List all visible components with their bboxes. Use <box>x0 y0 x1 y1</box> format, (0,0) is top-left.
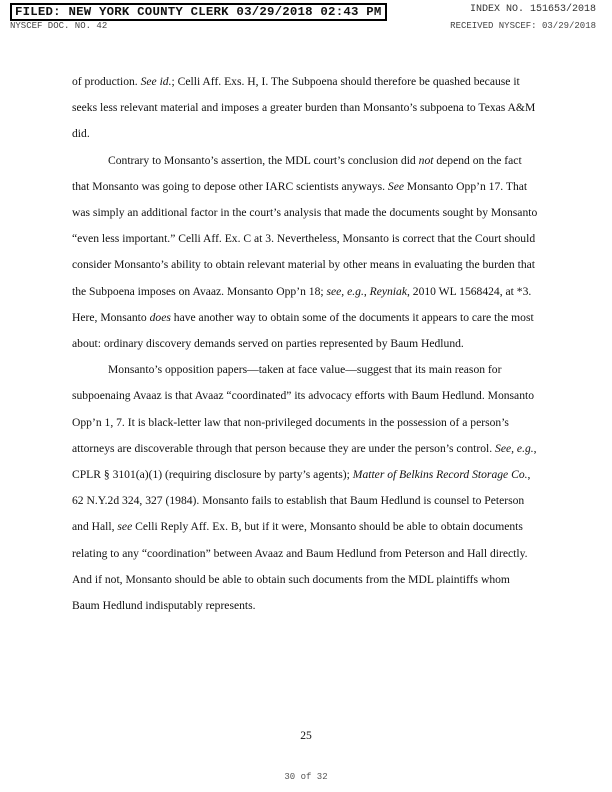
paragraph <box>72 148 540 358</box>
filed-stamp: FILED: NEW YORK COUNTY CLERK 03/29/2018 02:43 PM <box>10 3 387 21</box>
italic-text: does <box>149 310 171 324</box>
received-date: RECEIVED NYSCEF: 03/29/2018 <box>450 21 596 31</box>
index-number: INDEX NO. 151653/2018 <box>469 4 596 15</box>
page-number: 25 <box>300 729 312 742</box>
italic-text: See, e.g. <box>495 441 534 455</box>
text-run: have another way to obtain some of the documents it appears to care the most about: ordinary discovery demands served on parties represented by Baum Hedlund. <box>72 310 534 351</box>
italic-text: see <box>117 520 133 534</box>
text-run: , CPLR § 3101(a)(1) (requiring disclosure by party’s agents); <box>72 441 537 482</box>
text-run: of production. <box>72 75 141 88</box>
text-run: Monsanto’s opposition papers—taken at face value—suggest that its main reason for subpoenaing Avaaz is that Avaaz “coordinated” its advocacy efforts with Baum Hedlund. Monsanto Opp’n 1, 7. It is black-letter law that non-privileged documents in the possession of a person’s attorneys are discoverable through that person because they are under the person’s control. <box>72 363 535 455</box>
document-body <box>72 69 540 619</box>
text-run: Monsanto Opp’n 17. That was simply an additional factor in the court’s analysis that made the documents sought by Monsanto “even less important.” Celli Aff. Ex. C at 3. Nevertheless, Monsanto is correct that the Court should consider Monsanto’s ability to obtain relevant material by other means in evaluating the burden that the Subpoena imposes on Avaaz. Monsanto Opp’n 18; <box>72 179 538 298</box>
text-run: depend on the fact that Monsanto was going to depose other IARC scientists anyways. <box>72 153 522 193</box>
text-run: Celli Reply Aff. Ex. B, but if it were, Monsanto should be able to obtain documents relating to any “coordination” between Avaaz and Baum Hedlund from Peterson and Hall directly. And if not, Monsanto should be able to obtain such documents from the MDL plaintiffs whom Baum Hedlund indisputably represents. <box>72 520 528 613</box>
italic-text: Reyniak <box>369 284 407 298</box>
italic-text: See <box>387 179 404 193</box>
text-run: , 2010 WL 1568424, at *3. Here, Monsanto <box>72 284 532 324</box>
paragraph <box>72 357 540 619</box>
paragraph <box>72 69 540 148</box>
text-run: , <box>363 284 370 298</box>
italic-text: not <box>418 153 434 167</box>
italic-text: see, e.g. <box>326 284 364 298</box>
italic-text: Matter of Belkins Record Storage Co. <box>352 468 528 482</box>
text-run: Contrary to Monsanto’s assertion, the MDL court’s conclusion did <box>108 153 419 167</box>
italic-text: See id. <box>140 75 172 88</box>
doc-number: NYSCEF DOC. NO. 42 <box>10 21 108 31</box>
text-run: , 62 N.Y.2d 324, 327 (1984). Monsanto fails to establish that Baum Hedlund is counsel to Peterson and Hall, <box>72 468 531 534</box>
text-run: ; Celli Aff. Exs. H, I. The Subpoena should therefore be quashed because it seeks less relevant material and imposes a greater burden than Monsanto’s subpoena to Texas A&M did. <box>72 75 536 141</box>
page-of-total: 30 of 32 <box>284 772 328 782</box>
